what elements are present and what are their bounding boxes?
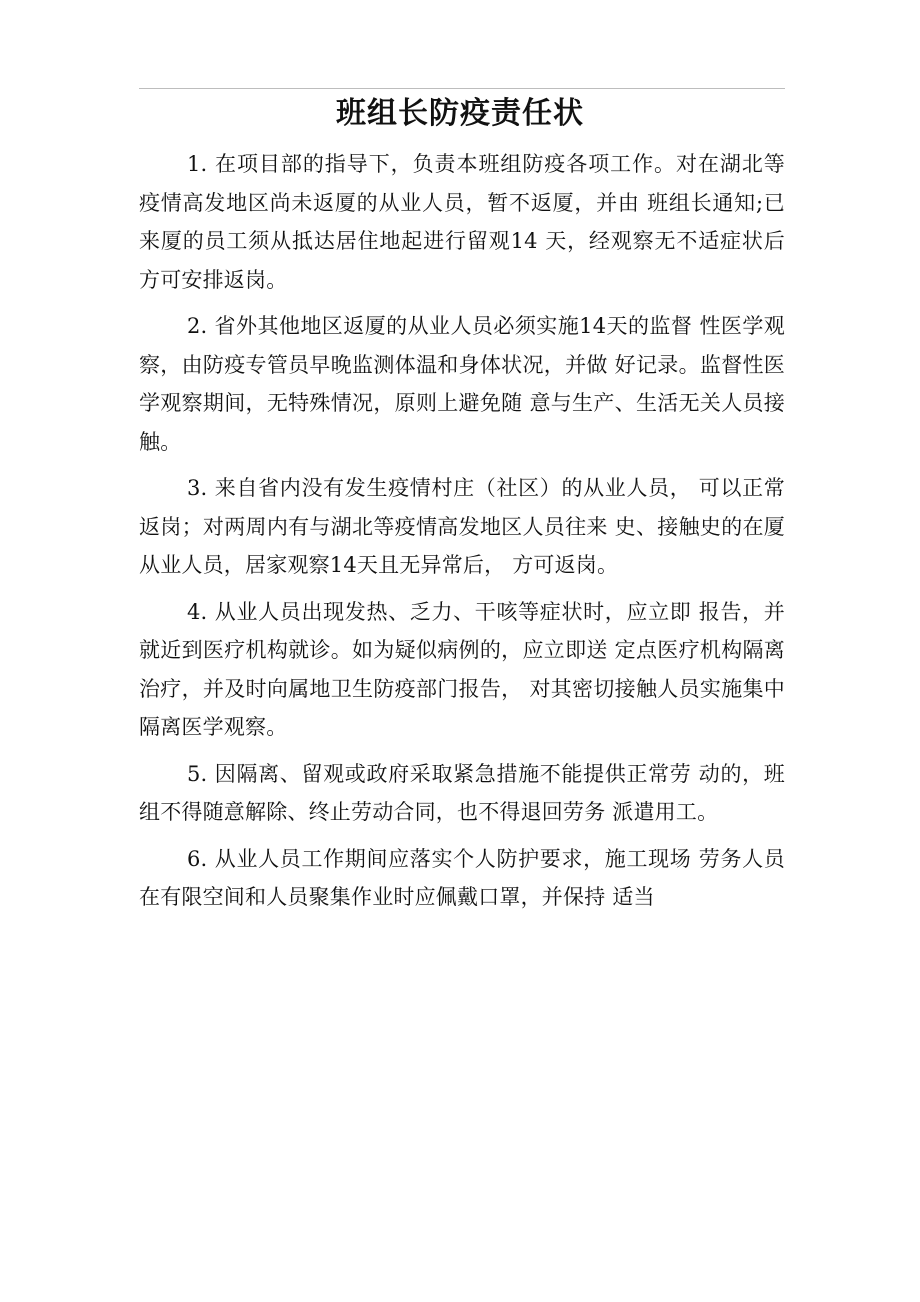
document-body [139, 145, 785, 925]
paragraph-1: 1. 在项目部的指导下，负责本班组防疫各项工作。对在湖北等疫情高发地区尚未返厦的从业人员，暂不返厦，并由 班组长通知;已来厦的员工须从抵达居住地起进行留观14 天，经观察无不适症状后方可安排返岗。 [139, 152, 785, 292]
paragraph-2: 2. 省外其他地区返厦的从业人员必须实施14天的监督 性医学观察，由防疫专管员早晚监测体温和身体状况，并做 好记录。监督性医学观察期间，无特殊情况，原则上避免随 意与生产、生活无关人员接触。 [139, 314, 785, 454]
paragraph-5: 5. 因隔离、留观或政府采取紧急措施不能提供正常劳 动的，班组不得随意解除、终止劳动合同，也不得退回劳务 派遣用工。 [139, 761, 785, 824]
header-rule [139, 88, 785, 89]
document-title: 班组长防疫责任状 [336, 96, 584, 131]
paragraph-6: 6. 从业人员工作期间应落实个人防护要求，施工现场 劳务人员在有限空间和人员聚集作业时应佩戴口罩，并保持 适当 [139, 846, 785, 909]
paragraph-3: 3. 来自省内没有发生疫情村庄（社区）的从业人员， 可以正常返岗；对两周内有与湖北等疫情高发地区人员往来 史、接触史的在厦从业人员，居家观察14天且无异常后， 方可返岗。 [139, 476, 785, 577]
paragraph-4: 4. 从业人员出现发热、乏力、干咳等症状时，应立即 报告，并就近到医疗机构就诊。如为疑似病例的，应立即送 定点医疗机构隔离治疗，并及时向属地卫生防疫部门报告， 对其密切接触人员实施集中隔离医学观察。 [139, 599, 785, 739]
